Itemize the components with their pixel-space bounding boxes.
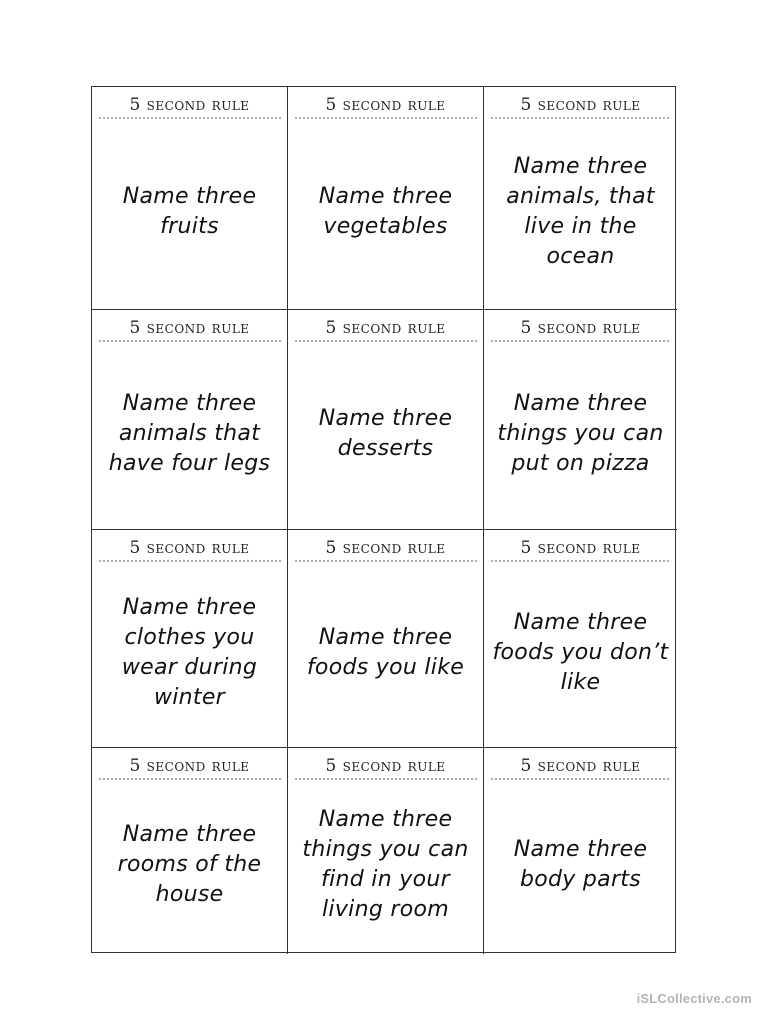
card-prompt: Name three animals that have four legs [108, 390, 271, 476]
card-ocean-animals [484, 87, 677, 310]
card-prompt: Name three vegetables [318, 184, 453, 239]
card-vegetables [288, 87, 484, 310]
card-header: 5 second rule [484, 756, 677, 776]
card-foods-you-like [288, 530, 484, 748]
card-header: 5 second rule [288, 538, 483, 558]
card-header: 5 second rule [288, 318, 483, 338]
card-fruits [92, 87, 288, 310]
card-body-parts [484, 748, 677, 954]
card-prompt: Name three clothes you wear during winter [121, 594, 258, 710]
card-header: 5 second rule [288, 756, 483, 776]
card-foods-you-dislike [484, 530, 677, 748]
card-sheet [91, 86, 676, 953]
card-living-room-things [288, 748, 484, 954]
card-header: 5 second rule [484, 95, 677, 115]
card-prompt: Name three animals, that live in the ocean [506, 154, 655, 269]
card-header: 5 second rule [92, 756, 287, 776]
card-header: 5 second rule [484, 318, 677, 338]
card-prompt: Name three things you can find in your living room [302, 807, 469, 922]
card-header: 5 second rule [288, 95, 483, 115]
card-desserts [288, 310, 484, 530]
card-four-leg-animals [92, 310, 288, 530]
card-prompt: Name three rooms of the house [117, 822, 262, 907]
card-header: 5 second rule [484, 538, 677, 558]
card-prompt: Name three desserts [318, 405, 453, 461]
card-winter-clothes [92, 530, 288, 748]
card-header: 5 second rule [92, 318, 287, 338]
card-pizza-toppings [484, 310, 677, 530]
card-prompt: Name three body parts [513, 837, 648, 892]
card-header: 5 second rule [92, 95, 287, 115]
card-prompt: Name three foods you like [306, 624, 465, 680]
site-watermark: iSLCollective.com [636, 991, 752, 1006]
card-house-rooms [92, 748, 288, 954]
card-prompt: Name three fruits [122, 184, 257, 239]
card-prompt: Name three things you can put on pizza [497, 390, 664, 476]
card-prompt: Name three foods you don’t like [492, 609, 669, 695]
card-header: 5 second rule [92, 538, 287, 558]
